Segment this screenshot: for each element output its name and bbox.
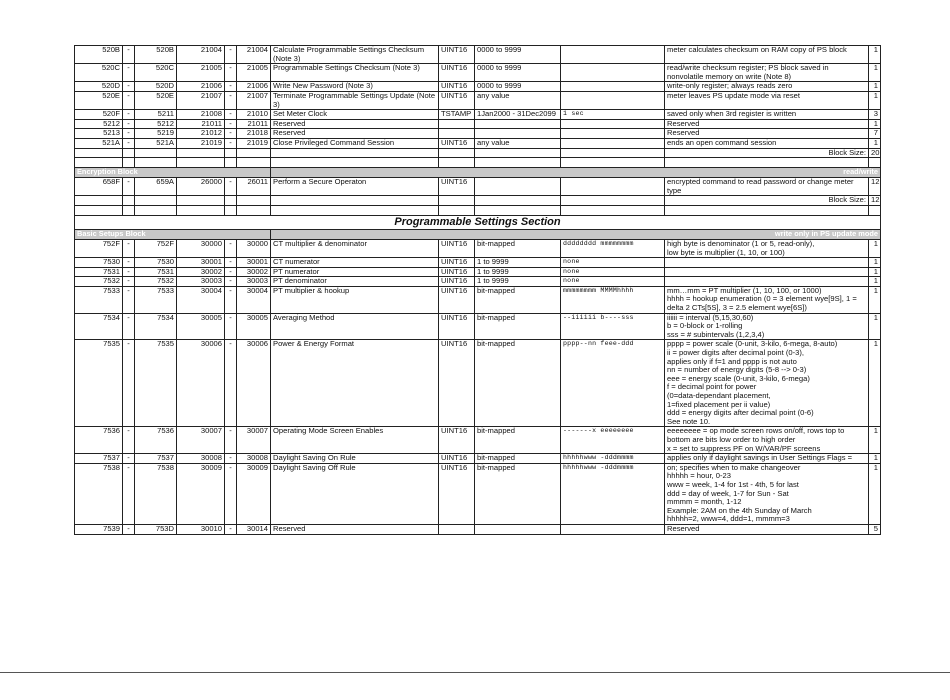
cell-dash: - bbox=[225, 524, 237, 534]
cell-description: Reserved bbox=[271, 129, 439, 139]
cell-addr-start: 21019 bbox=[177, 138, 225, 148]
cell-units: hhhhhwww -dddmmmm bbox=[561, 463, 665, 524]
cell-hex-start: 7537 bbox=[75, 454, 123, 464]
cell-range: any value bbox=[475, 91, 561, 109]
cell-hex-end: 5219 bbox=[135, 129, 177, 139]
cell-notes bbox=[665, 277, 869, 287]
cell-dash: - bbox=[123, 313, 135, 340]
cell-addr-start: 30002 bbox=[177, 267, 225, 277]
cell-dash: - bbox=[225, 82, 237, 92]
cell-addr-start: 21006 bbox=[177, 82, 225, 92]
register-row bbox=[75, 340, 881, 427]
cell-register-count: 1 bbox=[869, 82, 881, 92]
cell-hex-end: 7533 bbox=[135, 286, 177, 313]
cell-units bbox=[561, 178, 665, 196]
cell-hex-start: 521A bbox=[75, 138, 123, 148]
cell-description: Averaging Method bbox=[271, 313, 439, 340]
section-title: Programmable Settings Section bbox=[75, 215, 881, 229]
cell-range: bit-mapped bbox=[475, 463, 561, 524]
cell-notes: ends an open command session bbox=[665, 138, 869, 148]
cell-dash: - bbox=[123, 46, 135, 64]
cell-addr-start: 21008 bbox=[177, 110, 225, 120]
cell-register-count: 1 bbox=[869, 46, 881, 64]
cell-range: 0000 to 9999 bbox=[475, 64, 561, 82]
cell-notes bbox=[665, 267, 869, 277]
cell-hex-start: 7530 bbox=[75, 258, 123, 268]
cell-register-count: 1 bbox=[869, 138, 881, 148]
cell-dash: - bbox=[225, 178, 237, 196]
cell-dash: - bbox=[225, 286, 237, 313]
cell-dash: - bbox=[123, 340, 135, 427]
cell-notes: write-only register; always reads zero bbox=[665, 82, 869, 92]
cell-description: Reserved bbox=[271, 119, 439, 129]
cell-hex-start: 520D bbox=[75, 82, 123, 92]
cell-units: none bbox=[561, 277, 665, 287]
cell-description: Perform a Secure Operaton bbox=[271, 178, 439, 196]
cell-addr-end: 30009 bbox=[237, 463, 271, 524]
cell-hex-end: 5212 bbox=[135, 119, 177, 129]
register-row bbox=[75, 82, 881, 92]
cell-description: Daylight Saving Off Rule bbox=[271, 463, 439, 524]
register-map-document bbox=[74, 45, 880, 535]
cell-format: UINT16 bbox=[439, 178, 475, 196]
cell-addr-end: 21019 bbox=[237, 138, 271, 148]
cell-hex-end: 520E bbox=[135, 91, 177, 109]
cell-notes: meter leaves PS update mode via reset bbox=[665, 91, 869, 109]
cell-addr-end: 30007 bbox=[237, 427, 271, 454]
cell-dash: - bbox=[225, 258, 237, 268]
cell-addr-start: 30006 bbox=[177, 340, 225, 427]
cell-register-count: 12 bbox=[869, 178, 881, 196]
register-row bbox=[75, 119, 881, 129]
cell-notes: pppp = power scale (0-unit, 3-kilo, 6-mega, 8-auto) ii = power digits after decimal point (0-3), applies only if f=1 and pppp is not auto nn = number of energy digits (5-8 --> 0-3) eee = energy scale (0-unit, 3-kilo, 6-mega) f = decimal point for power (0=data-dependant placement, 1=fixed placement per ii value) ddd = energy digits after decimal point (0-6) See note 10. bbox=[665, 340, 869, 427]
register-row bbox=[75, 64, 881, 82]
cell-dash: - bbox=[123, 129, 135, 139]
cell-format: UINT16 bbox=[439, 454, 475, 464]
cell-format: UINT16 bbox=[439, 239, 475, 257]
cell-description: Close Privileged Command Session bbox=[271, 138, 439, 148]
cell-range: bit-mapped bbox=[475, 286, 561, 313]
cell-range: any value bbox=[475, 138, 561, 148]
cell-description: PT numerator bbox=[271, 267, 439, 277]
register-row bbox=[75, 454, 881, 464]
cell-units: --iiiiii b----sss bbox=[561, 313, 665, 340]
block-title: Basic Setups Block bbox=[75, 229, 271, 239]
cell-hex-end: 7538 bbox=[135, 463, 177, 524]
cell-notes: read/write checksum register; PS block saved in nonvolatile memory on write (Note 8) bbox=[665, 64, 869, 82]
cell-units bbox=[561, 91, 665, 109]
cell-format: TSTAMP bbox=[439, 110, 475, 120]
cell-description: CT multiplier & denominator bbox=[271, 239, 439, 257]
cell-dash: - bbox=[225, 138, 237, 148]
cell-register-count: 1 bbox=[869, 119, 881, 129]
block-title: Encryption Block bbox=[75, 168, 271, 178]
cell-addr-end: 30006 bbox=[237, 340, 271, 427]
cell-units: hhhhhwww -dddmmmm bbox=[561, 454, 665, 464]
cell-range: bit-mapped bbox=[475, 313, 561, 340]
cell-notes: mm…mm = PT multiplier (1, 10, 100, or 1000) hhhh = hookup enumeration (0 = 3 element wye[9S], 1 = delta 2 CTs[5S], 3 = 2.5 element wye[6S]) bbox=[665, 286, 869, 313]
cell-hex-end: 7534 bbox=[135, 313, 177, 340]
cell-register-count: 1 bbox=[869, 277, 881, 287]
cell-dash: - bbox=[225, 267, 237, 277]
cell-dash: - bbox=[123, 454, 135, 464]
cell-addr-start: 30007 bbox=[177, 427, 225, 454]
cell-dash: - bbox=[123, 138, 135, 148]
cell-range: 1Jan2000 - 31Dec2099 bbox=[475, 110, 561, 120]
cell-addr-end: 21006 bbox=[237, 82, 271, 92]
cell-notes: high byte is denominator (1 or 5, read-only), low byte is multiplier (1, 10, or 100) bbox=[665, 239, 869, 257]
cell-register-count: 3 bbox=[869, 110, 881, 120]
cell-range: bit-mapped bbox=[475, 239, 561, 257]
encryption-block-header bbox=[75, 168, 881, 178]
cell-hex-start: 7536 bbox=[75, 427, 123, 454]
cell-description: CT numerator bbox=[271, 258, 439, 268]
cell-dash: - bbox=[225, 239, 237, 257]
cell-dash: - bbox=[123, 91, 135, 109]
register-row bbox=[75, 129, 881, 139]
cell-register-count: 1 bbox=[869, 454, 881, 464]
cell-addr-end: 21010 bbox=[237, 110, 271, 120]
block-size-label: Block Size: bbox=[665, 148, 869, 158]
cell-notes: iiiiii = interval (5,15,30,60) b = 0-block or 1-rolling sss = # subintervals (1,2,3,4) bbox=[665, 313, 869, 340]
cell-notes: Reserved bbox=[665, 524, 869, 534]
cell-hex-start: 5213 bbox=[75, 129, 123, 139]
cell-register-count: 1 bbox=[869, 286, 881, 313]
cell-register-count: 5 bbox=[869, 524, 881, 534]
cell-register-count: 1 bbox=[869, 267, 881, 277]
cell-addr-start: 26000 bbox=[177, 178, 225, 196]
cell-addr-end: 30008 bbox=[237, 454, 271, 464]
cell-hex-end: 659A bbox=[135, 178, 177, 196]
cell-dash: - bbox=[225, 129, 237, 139]
cell-units bbox=[561, 64, 665, 82]
cell-addr-end: 30004 bbox=[237, 286, 271, 313]
cell-hex-end: 7530 bbox=[135, 258, 177, 268]
cell-hex-start: 5212 bbox=[75, 119, 123, 129]
cell-dash: - bbox=[123, 427, 135, 454]
cell-addr-start: 30004 bbox=[177, 286, 225, 313]
register-row bbox=[75, 267, 881, 277]
block-size-value: 20 bbox=[869, 148, 881, 158]
cell-dash: - bbox=[123, 178, 135, 196]
page-footer-rule bbox=[0, 672, 950, 673]
cell-addr-start: 21011 bbox=[177, 119, 225, 129]
cell-dash: - bbox=[123, 239, 135, 257]
cell-dash: - bbox=[123, 286, 135, 313]
cell-format: UINT16 bbox=[439, 340, 475, 427]
cell-format: UINT16 bbox=[439, 258, 475, 268]
cell-units bbox=[561, 119, 665, 129]
cell-description: Daylight Saving On Rule bbox=[271, 454, 439, 464]
cell-register-count: 1 bbox=[869, 64, 881, 82]
cell-addr-start: 30010 bbox=[177, 524, 225, 534]
cell-range: 1 to 9999 bbox=[475, 277, 561, 287]
cell-range: bit-mapped bbox=[475, 454, 561, 464]
cell-units bbox=[561, 129, 665, 139]
cell-range: 1 to 9999 bbox=[475, 258, 561, 268]
cell-range: 0000 to 9999 bbox=[475, 46, 561, 64]
cell-hex-start: 7532 bbox=[75, 277, 123, 287]
cell-hex-end: 520D bbox=[135, 82, 177, 92]
cell-register-count: 1 bbox=[869, 239, 881, 257]
cell-dash: - bbox=[225, 64, 237, 82]
cell-hex-start: 7534 bbox=[75, 313, 123, 340]
cell-register-count: 1 bbox=[869, 91, 881, 109]
cell-dash: - bbox=[225, 454, 237, 464]
cell-hex-end: 7536 bbox=[135, 427, 177, 454]
cell-addr-start: 21004 bbox=[177, 46, 225, 64]
cell-register-count: 1 bbox=[869, 313, 881, 340]
cell-hex-end: 7531 bbox=[135, 267, 177, 277]
register-row bbox=[75, 239, 881, 257]
cell-dash: - bbox=[225, 110, 237, 120]
block-access: write only in PS update mode bbox=[271, 229, 881, 239]
cell-addr-start: 30009 bbox=[177, 463, 225, 524]
cell-dash: - bbox=[225, 277, 237, 287]
cell-hex-start: 520E bbox=[75, 91, 123, 109]
cell-hex-start: 658F bbox=[75, 178, 123, 196]
cell-units bbox=[561, 82, 665, 92]
cell-range: 0000 to 9999 bbox=[475, 82, 561, 92]
cell-format bbox=[439, 129, 475, 139]
cell-format: UINT16 bbox=[439, 91, 475, 109]
cell-units bbox=[561, 46, 665, 64]
spacer-row bbox=[75, 205, 881, 215]
cell-register-count: 1 bbox=[869, 427, 881, 454]
cell-description: Reserved bbox=[271, 524, 439, 534]
cell-units: dddddddd mmmmmmmm bbox=[561, 239, 665, 257]
cell-addr-end: 30005 bbox=[237, 313, 271, 340]
cell-notes: eeeeeeee = op mode screen rows on/off, rows top to bottom are bits low order to high order x = set to suppress PF on W/VAR/PF screens bbox=[665, 427, 869, 454]
cell-format: UINT16 bbox=[439, 82, 475, 92]
register-row bbox=[75, 277, 881, 287]
cell-notes: on; specifies when to make changeover hhhhh = hour, 0-23 www = week, 1-4 for 1st - 4th, 5 for last ddd = day of week, 1-7 for Sun - Sat mmmm = month, 1-12 Example: 2AM on the 4th Sunday of March hhhhh=2, www=4, ddd=1, mmmm=3 bbox=[665, 463, 869, 524]
cell-dash: - bbox=[123, 463, 135, 524]
cell-units: 1 sec bbox=[561, 110, 665, 120]
cell-description: PT multiplier & hookup bbox=[271, 286, 439, 313]
cell-description: Programmable Settings Checksum (Note 3) bbox=[271, 64, 439, 82]
cell-range: bit-mapped bbox=[475, 427, 561, 454]
cell-units bbox=[561, 524, 665, 534]
cell-format: UINT16 bbox=[439, 46, 475, 64]
cell-description: Write New Password (Note 3) bbox=[271, 82, 439, 92]
cell-format: UINT16 bbox=[439, 64, 475, 82]
basic-setups-block-header bbox=[75, 229, 881, 239]
cell-hex-end: 7537 bbox=[135, 454, 177, 464]
cell-hex-start: 752F bbox=[75, 239, 123, 257]
cell-format bbox=[439, 119, 475, 129]
register-row bbox=[75, 286, 881, 313]
cell-addr-end: 21007 bbox=[237, 91, 271, 109]
cell-addr-end: 30014 bbox=[237, 524, 271, 534]
cell-addr-end: 30001 bbox=[237, 258, 271, 268]
cell-addr-end: 21004 bbox=[237, 46, 271, 64]
cell-units bbox=[561, 138, 665, 148]
cell-dash: - bbox=[123, 277, 135, 287]
cell-dash: - bbox=[123, 267, 135, 277]
cell-addr-end: 21011 bbox=[237, 119, 271, 129]
cell-hex-end: 7535 bbox=[135, 340, 177, 427]
cell-description: PT denominator bbox=[271, 277, 439, 287]
cell-hex-start: 520B bbox=[75, 46, 123, 64]
cell-dash: - bbox=[123, 64, 135, 82]
block-access: read/write bbox=[271, 168, 881, 178]
cell-notes: saved only when 3rd register is written bbox=[665, 110, 869, 120]
cell-description: Set Meter Clock bbox=[271, 110, 439, 120]
register-row bbox=[75, 178, 881, 196]
cell-notes: applies only if daylight savings in User Settings Flags = bbox=[665, 454, 869, 464]
cell-addr-start: 21012 bbox=[177, 129, 225, 139]
register-row bbox=[75, 110, 881, 120]
cell-addr-end: 30000 bbox=[237, 239, 271, 257]
cell-dash: - bbox=[225, 340, 237, 427]
cell-dash: - bbox=[123, 110, 135, 120]
cell-dash: - bbox=[123, 524, 135, 534]
cell-units: -------x eeeeeeee bbox=[561, 427, 665, 454]
register-row bbox=[75, 524, 881, 534]
cell-units: none bbox=[561, 267, 665, 277]
cell-hex-end: 520B bbox=[135, 46, 177, 64]
cell-register-count: 1 bbox=[869, 463, 881, 524]
cell-range bbox=[475, 129, 561, 139]
cell-range bbox=[475, 178, 561, 196]
register-row bbox=[75, 46, 881, 64]
cell-dash: - bbox=[123, 258, 135, 268]
cell-hex-start: 520F bbox=[75, 110, 123, 120]
cell-notes bbox=[665, 258, 869, 268]
cell-units: pppp--nn feee-ddd bbox=[561, 340, 665, 427]
spacer-row bbox=[75, 158, 881, 168]
cell-addr-end: 30002 bbox=[237, 267, 271, 277]
cell-register-count: 7 bbox=[869, 129, 881, 139]
cell-format: UINT16 bbox=[439, 277, 475, 287]
register-row bbox=[75, 258, 881, 268]
cell-addr-start: 21007 bbox=[177, 91, 225, 109]
cell-hex-end: 7532 bbox=[135, 277, 177, 287]
cell-range bbox=[475, 524, 561, 534]
cell-format: UINT16 bbox=[439, 313, 475, 340]
cell-notes: Reserved bbox=[665, 119, 869, 129]
cell-register-count: 1 bbox=[869, 340, 881, 427]
block-size-value: 12 bbox=[869, 196, 881, 206]
cell-hex-end: 752F bbox=[135, 239, 177, 257]
cell-dash: - bbox=[225, 463, 237, 524]
block-size-row bbox=[75, 196, 881, 206]
cell-units: mmmmmmmm MMMMhhhh bbox=[561, 286, 665, 313]
cell-hex-start: 520C bbox=[75, 64, 123, 82]
cell-hex-end: 753D bbox=[135, 524, 177, 534]
register-row bbox=[75, 313, 881, 340]
cell-notes: meter calculates checksum on RAM copy of PS block bbox=[665, 46, 869, 64]
register-row bbox=[75, 91, 881, 109]
register-row bbox=[75, 427, 881, 454]
cell-hex-end: 5211 bbox=[135, 110, 177, 120]
cell-format: UINT16 bbox=[439, 286, 475, 313]
cell-format: UINT16 bbox=[439, 463, 475, 524]
cell-hex-start: 7531 bbox=[75, 267, 123, 277]
cell-addr-start: 30000 bbox=[177, 239, 225, 257]
section-title-row bbox=[75, 215, 881, 229]
cell-dash: - bbox=[225, 313, 237, 340]
cell-format: UINT16 bbox=[439, 267, 475, 277]
cell-hex-end: 520C bbox=[135, 64, 177, 82]
cell-range: 1 to 9999 bbox=[475, 267, 561, 277]
cell-description: Operating Mode Screen Enables bbox=[271, 427, 439, 454]
cell-addr-end: 21018 bbox=[237, 129, 271, 139]
register-row bbox=[75, 138, 881, 148]
cell-format: UINT16 bbox=[439, 138, 475, 148]
cell-dash: - bbox=[225, 427, 237, 454]
cell-addr-start: 30003 bbox=[177, 277, 225, 287]
cell-hex-start: 7535 bbox=[75, 340, 123, 427]
cell-register-count: 1 bbox=[869, 258, 881, 268]
block-size-label: Block Size: bbox=[665, 196, 869, 206]
cell-notes: Reserved bbox=[665, 129, 869, 139]
cell-description: Terminate Programmable Settings Update (Note 3) bbox=[271, 91, 439, 109]
cell-units: none bbox=[561, 258, 665, 268]
cell-notes: encrypted command to read password or change meter type bbox=[665, 178, 869, 196]
cell-format bbox=[439, 524, 475, 534]
cell-dash: - bbox=[123, 82, 135, 92]
cell-dash: - bbox=[225, 46, 237, 64]
cell-addr-start: 30001 bbox=[177, 258, 225, 268]
cell-addr-start: 30008 bbox=[177, 454, 225, 464]
cell-addr-end: 30003 bbox=[237, 277, 271, 287]
cell-hex-start: 7533 bbox=[75, 286, 123, 313]
register-map-table bbox=[74, 45, 881, 535]
cell-hex-start: 7538 bbox=[75, 463, 123, 524]
cell-addr-start: 30005 bbox=[177, 313, 225, 340]
cell-dash: - bbox=[225, 91, 237, 109]
cell-dash: - bbox=[123, 119, 135, 129]
cell-format: UINT16 bbox=[439, 427, 475, 454]
cell-dash: - bbox=[225, 119, 237, 129]
register-row bbox=[75, 463, 881, 524]
cell-description: Calculate Programmable Settings Checksum (Note 3) bbox=[271, 46, 439, 64]
block-size-row bbox=[75, 148, 881, 158]
cell-description: Power & Energy Format bbox=[271, 340, 439, 427]
cell-hex-start: 7539 bbox=[75, 524, 123, 534]
cell-range: bit-mapped bbox=[475, 340, 561, 427]
cell-addr-start: 21005 bbox=[177, 64, 225, 82]
cell-hex-end: 521A bbox=[135, 138, 177, 148]
cell-addr-end: 26011 bbox=[237, 178, 271, 196]
cell-range bbox=[475, 119, 561, 129]
cell-addr-end: 21005 bbox=[237, 64, 271, 82]
